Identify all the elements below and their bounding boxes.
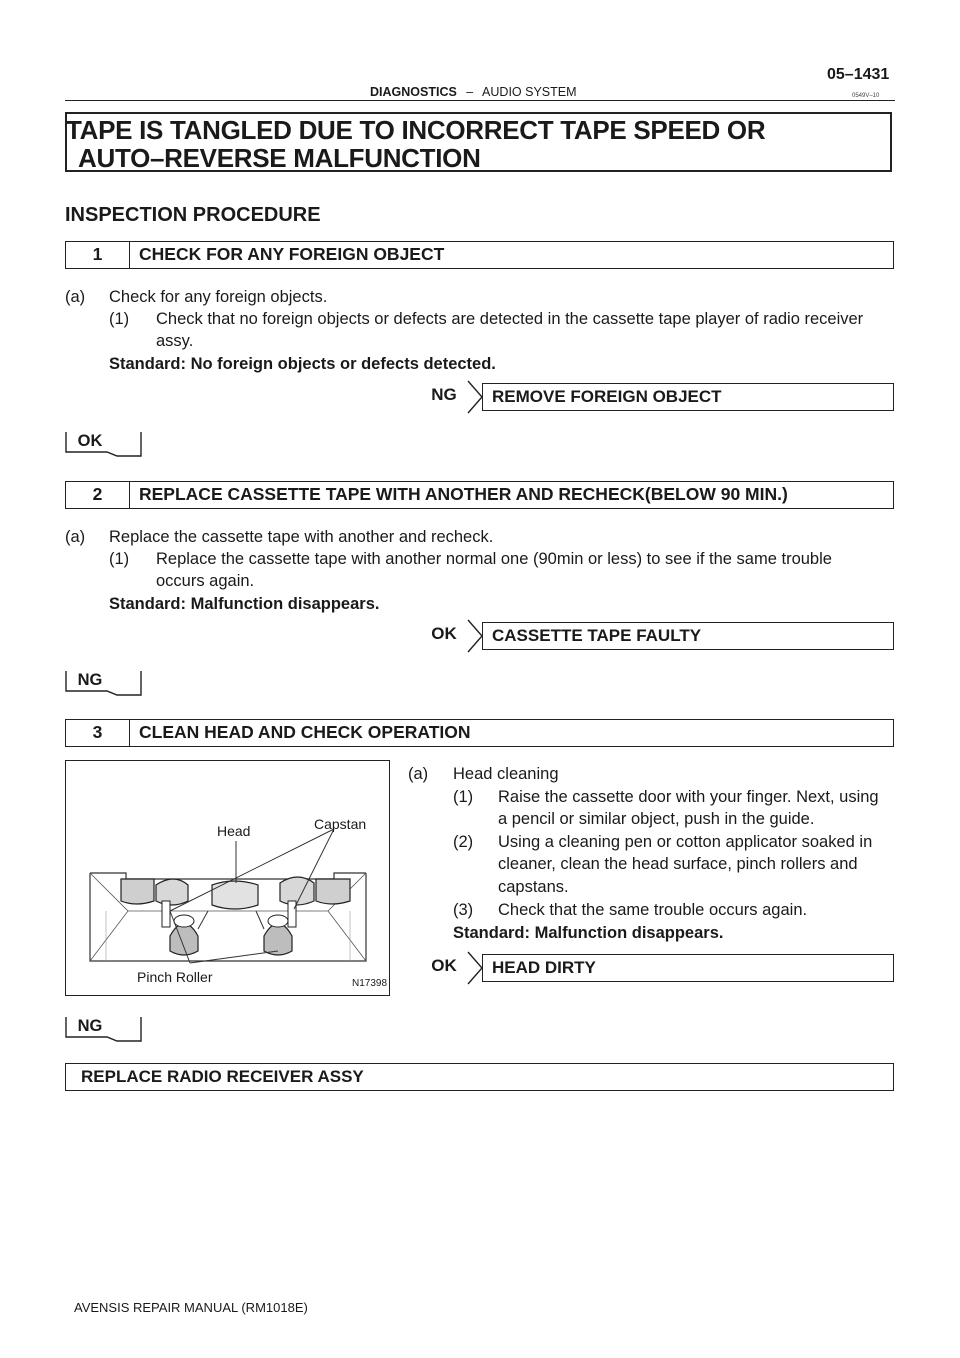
figure-code: N17398 [352, 978, 388, 989]
step-2-result-label: OK [431, 624, 457, 643]
step-3-s2-line3: capstans. [498, 878, 569, 896]
step-3-a-label: (a) [408, 765, 429, 783]
step-1-ok-tab [65, 432, 140, 456]
step-3-title: CLEAN HEAD AND CHECK OPERATION [139, 722, 471, 742]
step-3-a-text: Head cleaning [453, 765, 559, 783]
step-2-ng-tab [65, 671, 140, 695]
step-1-result-label: NG [431, 385, 457, 404]
cassette-mechanism-figure [65, 760, 390, 996]
page-number: 05–1431 [827, 66, 890, 83]
step-3-number: 3 [66, 720, 130, 746]
header-section: DIAGNOSTICS [370, 85, 457, 99]
figure-label-capstan: Capstan [314, 816, 367, 832]
step-1-result-text: REMOVE FOREIGN OBJECT [492, 387, 722, 406]
step-3-ng-tab [65, 1017, 140, 1041]
step-1-ok-label: OK [77, 432, 103, 450]
step-1-title: CHECK FOR ANY FOREIGN OBJECT [139, 244, 445, 264]
running-header [370, 85, 577, 99]
step-1-s1-label: (1) [109, 310, 130, 328]
step-1-s1-line2: assy. [156, 332, 194, 350]
section-title: INSPECTION PROCEDURE [65, 204, 321, 226]
step-2-result-text: CASSETTE TAPE FAULTY [492, 626, 702, 645]
step-3-ng-label: NG [77, 1017, 103, 1035]
step-1-a-label: (a) [65, 288, 86, 306]
step-3-result-text: HEAD DIRTY [492, 958, 596, 977]
step-2-number: 2 [66, 482, 130, 508]
step-3-result-box [482, 954, 894, 982]
step-3-s1-line2: a pencil or similar object, push in the guide. [498, 810, 815, 828]
footer-text: AVENSIS REPAIR MANUAL (RM1018E) [74, 1300, 308, 1315]
step-3-s1-label: (1) [453, 788, 474, 806]
step-3-s2-line1: Using a cleaning pen or cotton applicator soaked in [498, 833, 873, 851]
step-3-standard: Standard: Malfunction disappears. [453, 924, 724, 942]
step-2-standard: Standard: Malfunction disappears. [109, 595, 380, 613]
step-3-result-label: OK [431, 956, 457, 975]
step-1-standard: Standard: No foreign objects or defects detected. [109, 355, 496, 373]
step-2-result-box [482, 622, 894, 650]
document-code: 0549V–10 [852, 93, 880, 99]
figure-label-pinch-roller: Pinch Roller [137, 969, 213, 985]
step-1-result-box [482, 383, 894, 411]
step-3-s1-line1: Raise the cassette door with your finger. Next, using [498, 788, 879, 806]
final-action-box [65, 1063, 894, 1091]
step-2-ng-label: NG [77, 671, 103, 689]
step-2-a-text: Replace the cassette tape with another and recheck. [109, 528, 494, 546]
page-title-line2: AUTO–REVERSE MALFUNCTION [78, 143, 481, 173]
final-action-text: REPLACE RADIO RECEIVER ASSY [81, 1067, 364, 1086]
step-2-s1-line2: occurs again. [156, 572, 255, 590]
page-title [66, 116, 765, 172]
step-3-s3-label: (3) [453, 901, 474, 919]
cassette-mechanism-drawing [66, 761, 388, 994]
step-1-a-text: Check for any foreign objects. [109, 288, 328, 306]
header-separator: – [466, 85, 474, 99]
step-2-a-label: (a) [65, 528, 86, 546]
header-rule [65, 100, 895, 101]
step-1-header [65, 241, 894, 269]
step-3-s2-label: (2) [453, 833, 474, 851]
step-3-header [65, 719, 894, 747]
step-2-s1-label: (1) [109, 550, 130, 568]
step-2-title: REPLACE CASSETTE TAPE WITH ANOTHER AND RECHECK(BELOW 90 MIN.) [139, 484, 788, 504]
figure-label-head: Head [217, 823, 251, 839]
step-3-s2-line2: cleaner, clean the head surface, pinch rollers and [498, 855, 858, 873]
step-3-s3-line1: Check that the same trouble occurs again. [498, 901, 808, 919]
step-1-number: 1 [66, 242, 130, 268]
step-1-s1-line1: Check that no foreign objects or defects are detected in the cassette tape player of radio receiver [156, 310, 864, 328]
header-subsection: AUDIO SYSTEM [482, 85, 577, 99]
page-title-line1: TAPE IS TANGLED DUE TO INCORRECT TAPE SPEED OR [66, 115, 766, 145]
step-2-header [65, 481, 894, 509]
step-2-s1-line1: Replace the cassette tape with another normal one (90min or less) to see if the same trouble [156, 550, 832, 568]
